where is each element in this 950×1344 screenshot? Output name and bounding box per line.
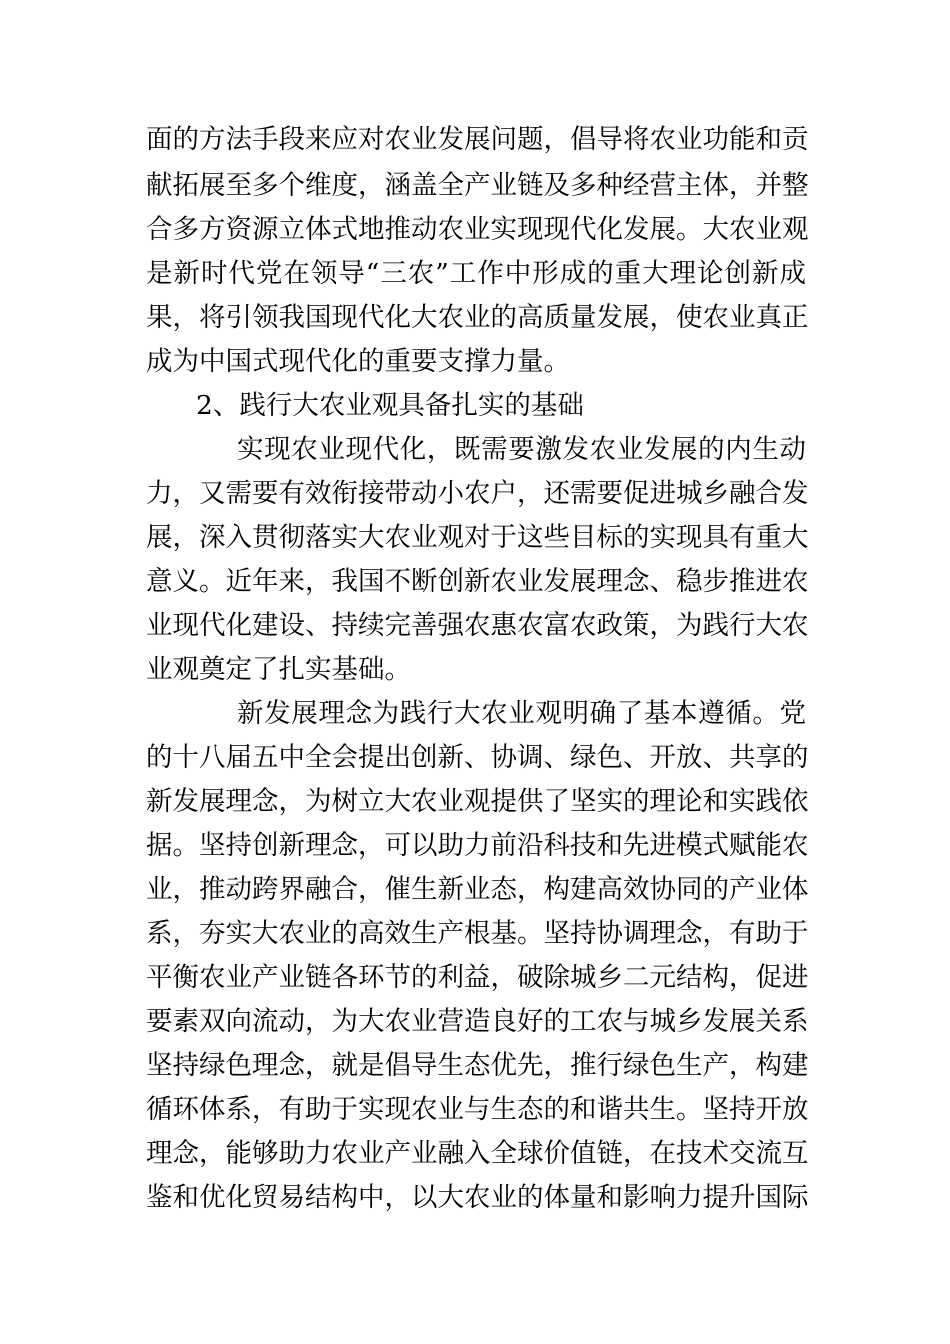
- section-heading: 2、践行大农业观具备扎实的基础: [196, 390, 584, 421]
- text-line: 理念，能够助力农业产业融入全球价值链，在技术交流互: [146, 1138, 809, 1169]
- text-line: 要素双向流动，为大农业营造良好的工农与城乡发展关系: [146, 1006, 809, 1037]
- text-line: 实现农业现代化，既需要激发农业发展的内生动: [237, 434, 806, 465]
- text-line: 展，深入贯彻落实大农业观对于这些目标的实现具有重大: [146, 522, 809, 553]
- text-line: 业，推动跨界融合，催生新业态，构建高效协同的产业体: [146, 874, 809, 905]
- text-line: 据。坚持创新理念，可以助力前沿科技和先进模式赋能农: [146, 830, 809, 861]
- text-line: 面的方法手段来应对农业发展问题，倡导将农业功能和贡: [146, 124, 809, 155]
- text-line: 新发展理念为践行大农业观明确了基本遵循。党: [237, 698, 806, 729]
- text-line: 果，将引领我国现代化大农业的高质量发展，使农业真正: [146, 302, 809, 333]
- text-line: 新发展理念，为树立大农业观提供了坚实的理论和实践依: [146, 786, 809, 817]
- text-line: 坚持绿色理念，就是倡导生态优先，推行绿色生产，构建: [146, 1050, 809, 1081]
- text-line: 循环体系，有助于实现农业与生态的和谐共生。坚持开放: [146, 1094, 809, 1125]
- text-line: 是新时代党在领导“三农”工作中形成的重大理论创新成: [146, 258, 806, 289]
- text-line: 业现代化建设、持续完善强农惠农富农政策，为践行大农: [146, 610, 809, 641]
- text-line: 合多方资源立体式地推动农业实现现代化发展。大农业观: [146, 214, 809, 245]
- text-line: 平衡农业产业链各环节的利益，破除城乡二元结构，促进: [146, 962, 809, 993]
- text-line: 系，夯实大农业的高效生产根基。坚持协调理念，有助于: [146, 918, 809, 949]
- text-line: 力，又需要有效衔接带动小农户，还需要促进城乡融合发: [146, 478, 809, 509]
- text-line: 意义。近年来，我国不断创新农业发展理念、稳步推进农: [146, 566, 809, 597]
- text-line: 成为中国式现代化的重要支撑力量。: [146, 346, 570, 377]
- text-line: 鉴和优化贸易结构中，以大农业的体量和影响力提升国际: [146, 1182, 809, 1213]
- text-line: 的十八届五中全会提出创新、协调、绿色、开放、共享的: [146, 742, 809, 773]
- text-line: 献拓展至多个维度，涵盖全产业链及多种经营主体，并整: [146, 170, 809, 201]
- text-line: 业观奠定了扎实基础。: [146, 654, 411, 685]
